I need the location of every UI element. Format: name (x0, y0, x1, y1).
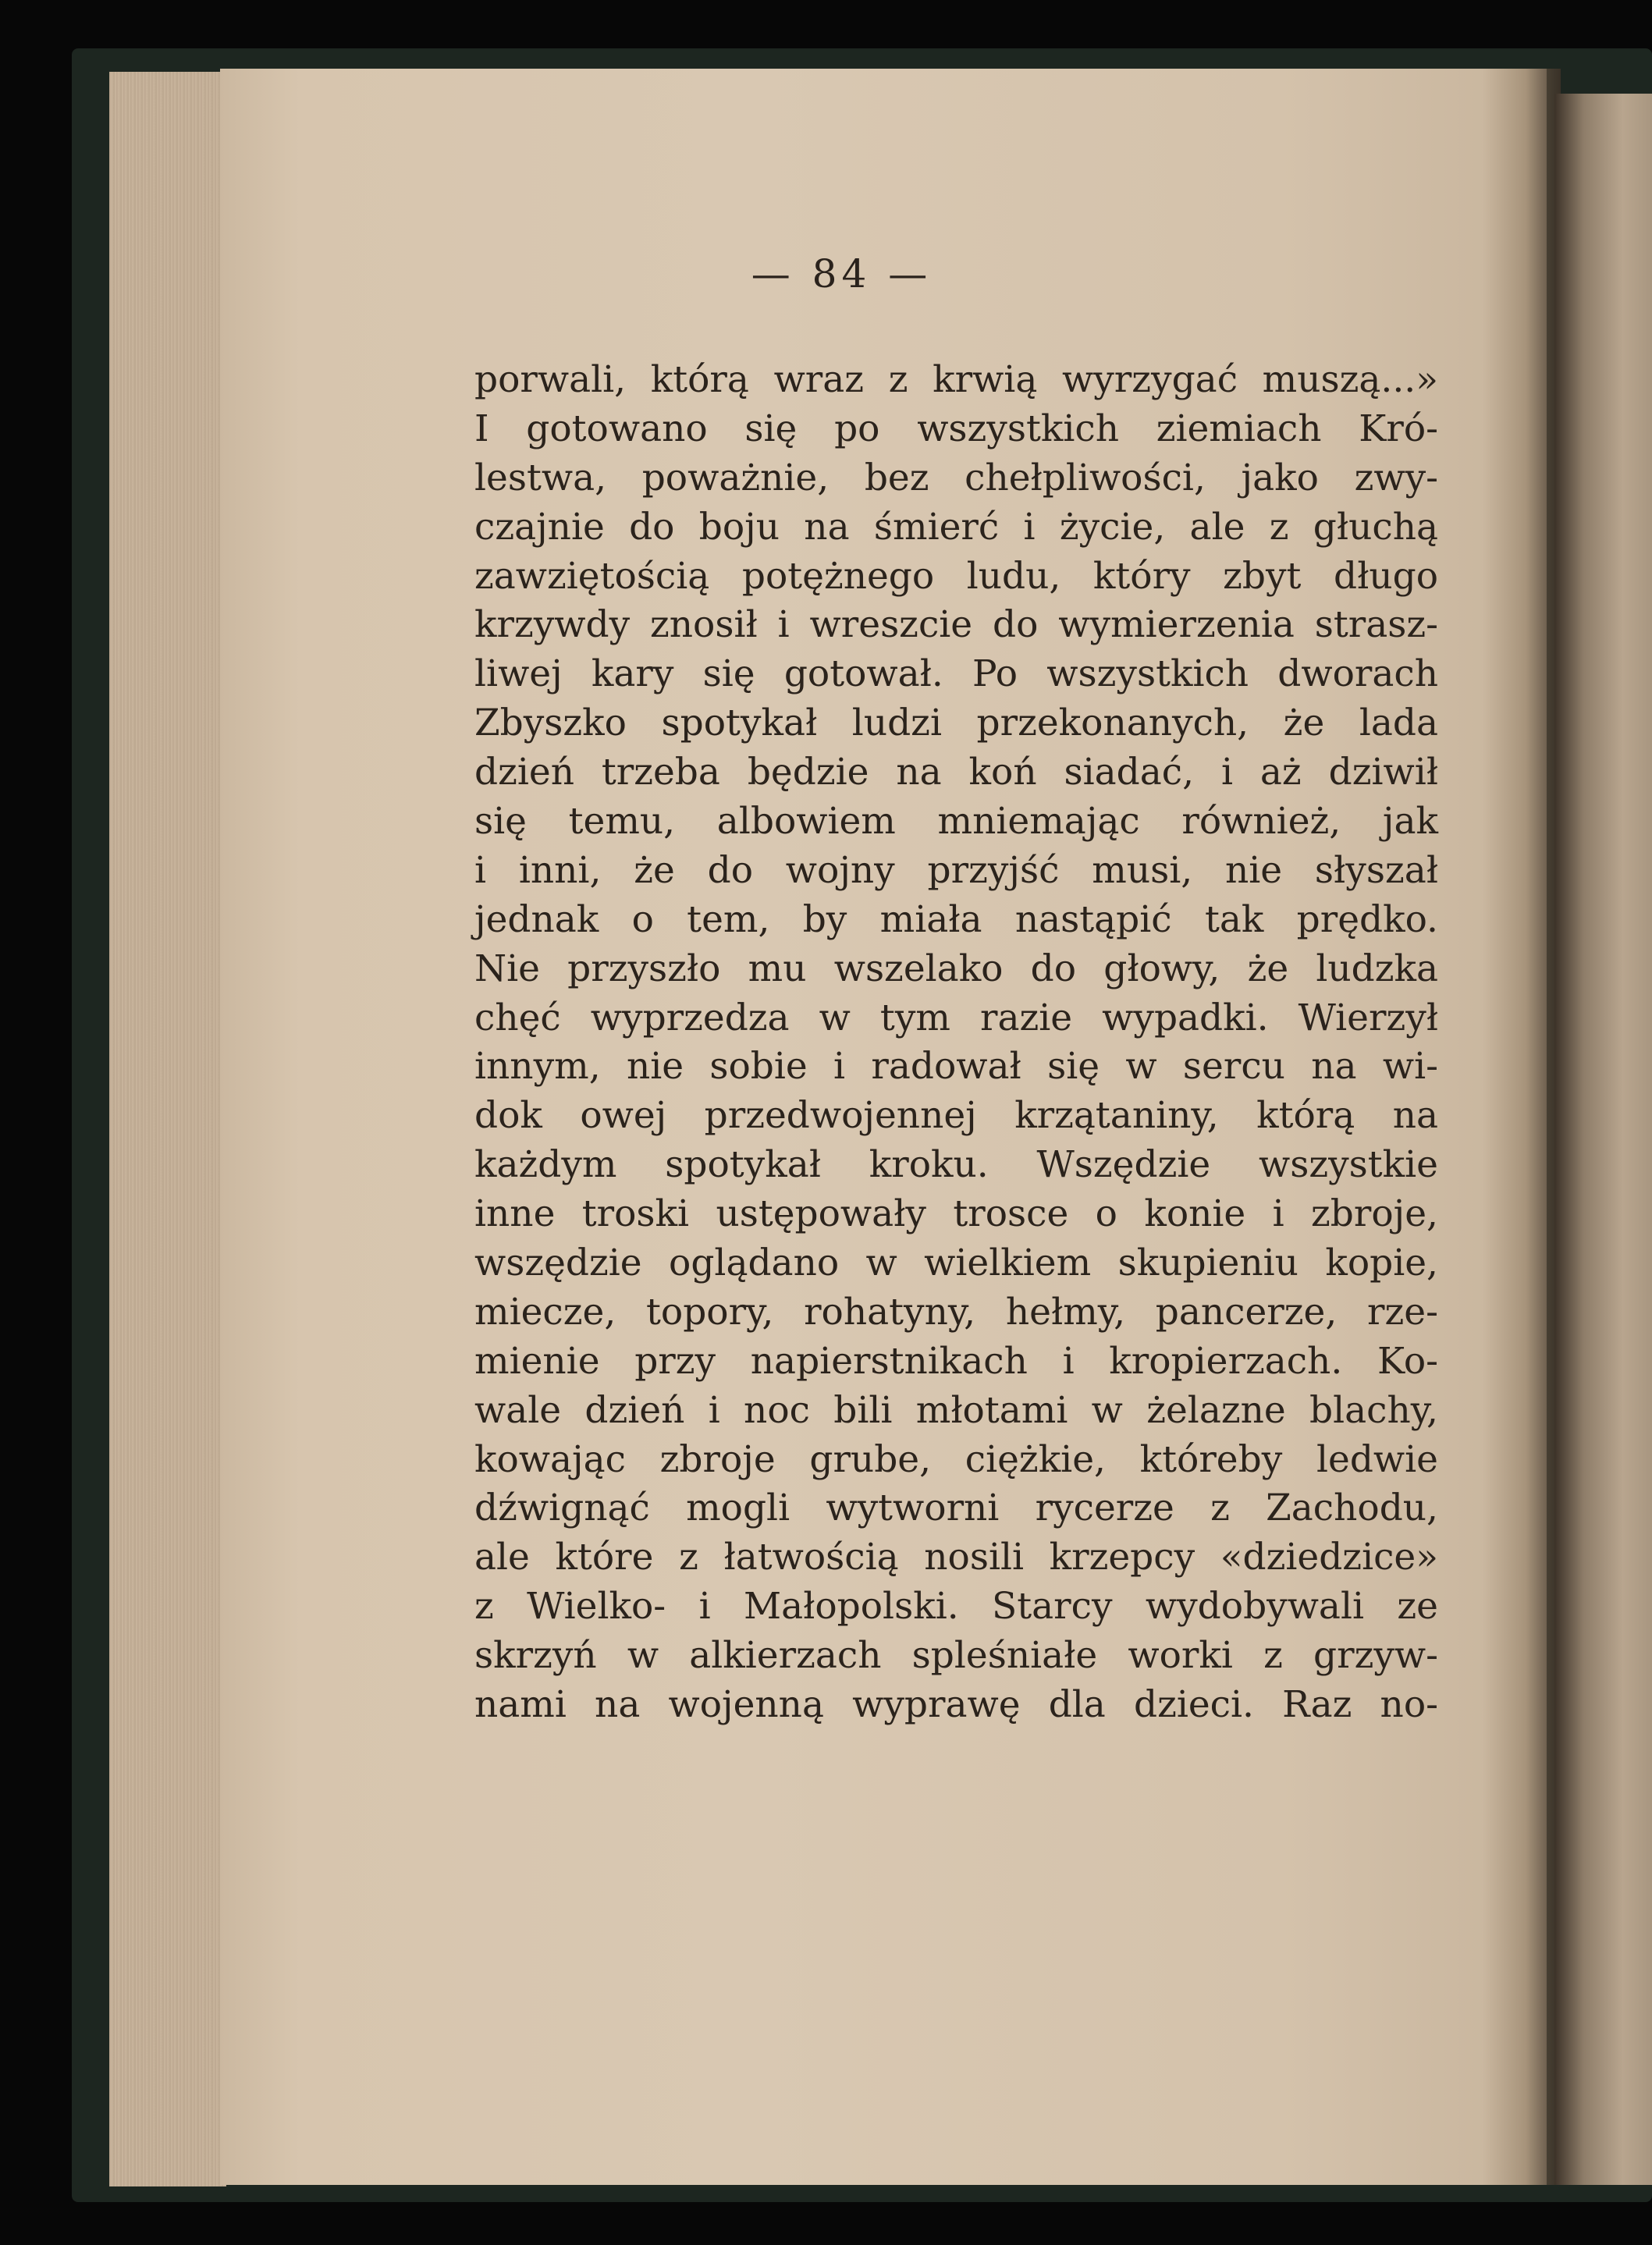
text-line: zawziętością potężnego ludu, który zbyt długo (474, 554, 1438, 598)
text-line: chęć wyprzedza w tym razie wypadki. Wierzył (474, 996, 1438, 1039)
text-line: innym, nie sobie i radował się w sercu na wi- (474, 1045, 1438, 1089)
text-line: dźwignąć mogli wytworni rycerze z Zachodu, (474, 1487, 1438, 1530)
text-line: I gotowano się po wszystkich ziemiach Kró- (474, 407, 1438, 450)
text-line: miecze, topory, rohatyny, hełmy, pancerze, rze- (474, 1290, 1438, 1334)
text-line: kowając zbroje grube, ciężkie, któreby ledwie (474, 1437, 1438, 1481)
page-number-container (0, 251, 1652, 297)
text-line: inne troski ustępowały trosce o konie i zbroje, (474, 1192, 1438, 1236)
text-line: jednak o tem, by miała nastąpić tak prędko. (474, 897, 1438, 941)
page-gutter-shadow (1483, 69, 1561, 2185)
page-number: — 84 — (751, 251, 933, 297)
text-line: się temu, albowiem mniemając również, jak (474, 800, 1438, 844)
text-line: Nie przyszło mu wszelako do głowy, że ludzka (474, 947, 1438, 990)
text-line: ale które z łatwością nosili krzepcy «dziedzice» (474, 1536, 1438, 1579)
text-line: czajnie do boju na śmierć i życie, ale z głuchą (474, 505, 1438, 549)
text-line: liwej kary się gotował. Po wszystkich dworach (474, 652, 1438, 696)
text-line: dzień trzeba będzie na koń siadać, i aż dziwił (474, 751, 1438, 794)
text-line: krzywdy znosił i wreszcie do wymierzenia strasz- (474, 603, 1438, 647)
body-text (474, 356, 1438, 1730)
text-line: skrzyń w alkierzach spleśniałe worki z grzyw- (474, 1634, 1438, 1678)
text-line: mienie przy napierstnikach i kropierzach. Ko- (474, 1339, 1438, 1383)
page-edges (109, 72, 226, 2186)
facing-page-edge (1554, 94, 1652, 2185)
text-line: lestwa, poważnie, bez chełpliwości, jako zwy- (474, 456, 1438, 499)
text-line: Zbyszko spotykał ludzi przekonanych, że lada (474, 702, 1438, 745)
text-line: wszędzie oglądano w wielkiem skupieniu kopie, (474, 1241, 1438, 1285)
text-line: nami na wojenną wyprawę dla dzieci. Raz no- (474, 1683, 1438, 1727)
text-line: wale dzień i noc bili młotami w żelazne blachy, (474, 1388, 1438, 1432)
text-line: porwali, którą wraz z krwią wyrzygać muszą...» (474, 358, 1438, 401)
text-line: dok owej przedwojennej krzątaniny, którą na (474, 1094, 1438, 1138)
text-line: i inni, że do wojny przyjść musi, nie słyszał (474, 848, 1438, 892)
text-line: z Wielko- i Małopolski. Starcy wydobywali ze (474, 1585, 1438, 1629)
text-line: każdym spotykał kroku. Wszędzie wszystkie (474, 1143, 1438, 1187)
